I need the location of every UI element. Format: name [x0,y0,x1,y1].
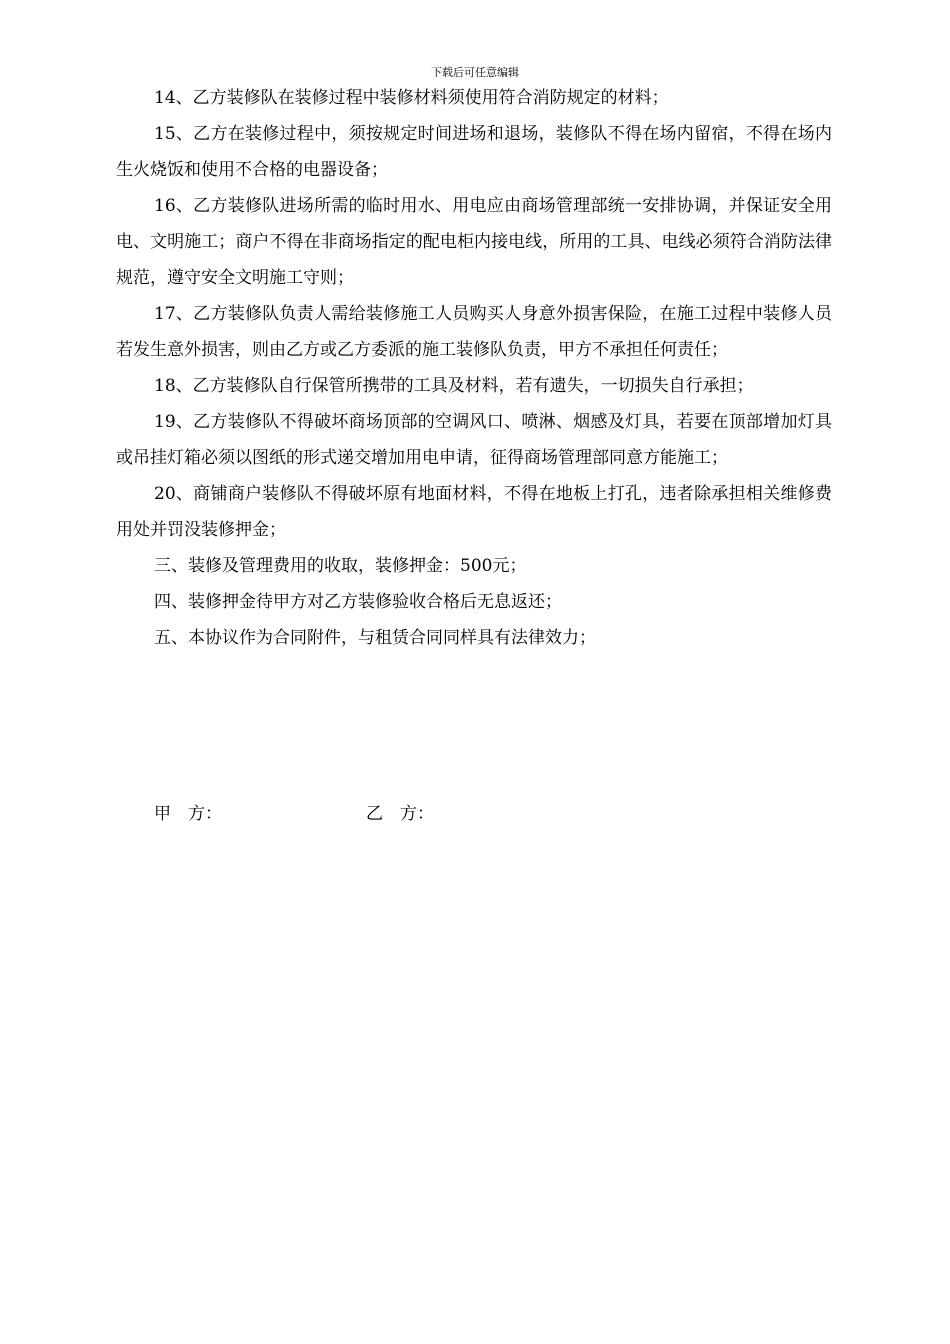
section-five-legal-effect: 五、本协议作为合同附件，与租赁合同同样具有法律效力； [154,628,596,648]
clause-14: 14、乙方装修队在装修过程中装修材料须使用符合消防规定的材料； [154,88,669,108]
party-a-signature-label: 甲 方： [154,804,222,824]
section-three-fees: 三、装修及管理费用的收取，装修押金：500元； [154,556,527,576]
clause-15: 15、乙方在装修过程中，须按规定时间进场和退场，装修队不得在场内留宿，不得在场内生火烧饭和使用不合格的电器设备； [116,124,832,180]
party-b-signature-label: 乙 方： [366,804,434,824]
header-note: 下载后可任意编辑 [431,66,519,79]
clause-18: 18、乙方装修队自行保管所携带的工具及材料，若有遗失，一切损失自行承担； [154,376,754,396]
signature-block [154,796,754,832]
clause-19: 19、乙方装修队不得破坏商场顶部的空调风口、喷淋、烟感及灯具，若要在顶部增加灯具或吊挂灯箱必须以图纸的形式递交增加用电申请，征得商场管理部同意方能施工； [116,412,832,468]
clause-20: 20、商铺商户装修队不得破坏原有地面材料，不得在地板上打孔，违者除承担相关维修费用处并罚没装修押金； [116,484,832,540]
clause-16: 16、乙方装修队进场所需的临时用水、用电应由商场管理部统一安排协调，并保证安全用电、文明施工；商户不得在非商场指定的配电柜内接电线，所用的工具、电线必须符合消防法律规范，遵守安全文明施工守则； [116,196,832,288]
document-body [116,80,832,656]
clause-17: 17、乙方装修队负责人需给装修施工人员购买人身意外损害保险，在施工过程中装修人员若发生意外损害，则由乙方或乙方委派的施工装修队负责，甲方不承担任何责任； [116,304,832,360]
section-four-deposit-return: 四、装修押金待甲方对乙方装修验收合格后无息返还； [154,592,562,612]
